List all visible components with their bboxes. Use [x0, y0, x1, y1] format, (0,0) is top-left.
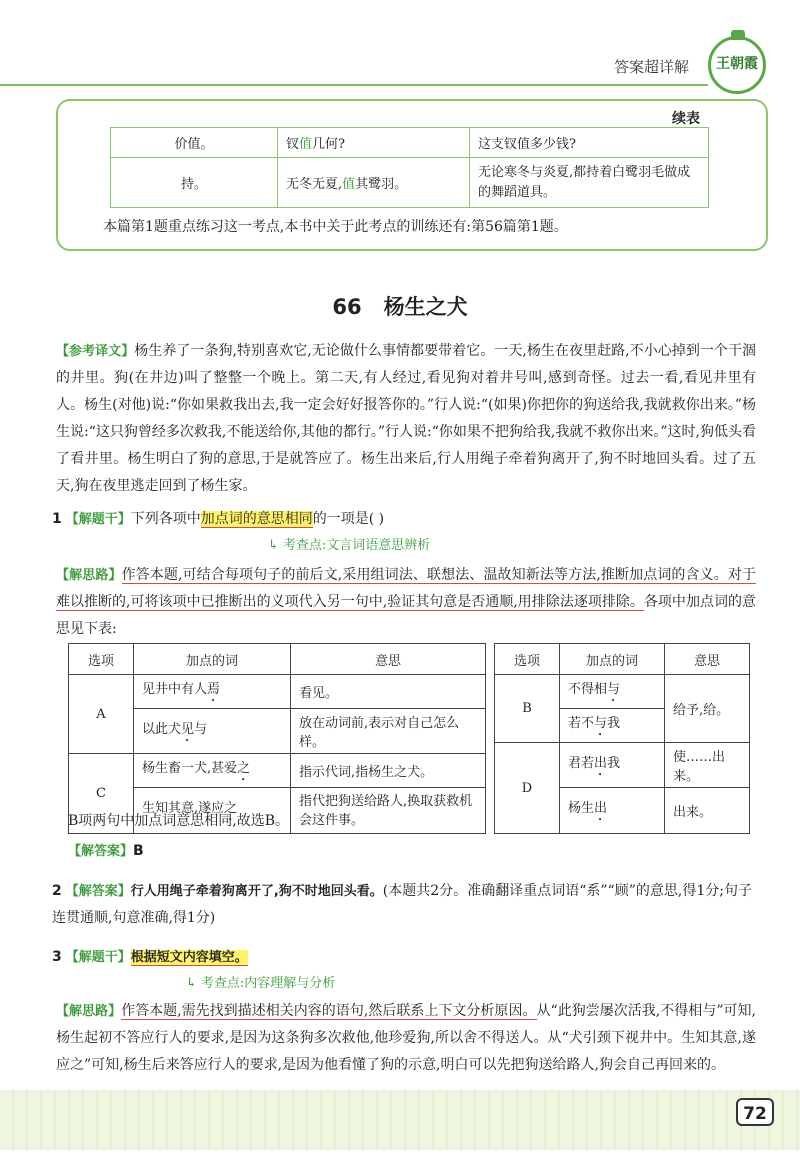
- option-cell: A: [69, 675, 134, 754]
- table-row: [495, 743, 750, 788]
- answer-tag: 【解答案】: [68, 844, 134, 859]
- title-number: 66: [332, 295, 362, 319]
- logo-text: 王朝霞: [716, 56, 758, 72]
- table-header-row: [495, 644, 750, 675]
- dotted-word: 焉: [207, 682, 221, 697]
- key-word: 值: [299, 137, 313, 152]
- scoring-text: (本题共2分。准确翻译重点词语“系”“顾”的意思,得1分;句子连贯通顺,句意准确,得1分): [52, 883, 752, 926]
- logo-decoration: [731, 30, 745, 40]
- page-title: [0, 291, 800, 321]
- meaning-cell: 看见。: [291, 675, 486, 709]
- keypoint-note: [268, 534, 430, 553]
- question-text: 下列各项中: [130, 511, 201, 527]
- question-tag: 【解题干】: [65, 512, 131, 527]
- question-tag: 【解题干】: [65, 950, 131, 965]
- dotted-word: 出: [594, 755, 608, 771]
- word-text: 我: [607, 716, 621, 731]
- footer-band: [0, 1090, 800, 1150]
- word-text: 与: [194, 721, 208, 737]
- translation-text: 杨生养了一条狗,特别喜欢它,无论做什么事情都要带着它。一天,杨生在夜里赶路,不小心掉到一个干涸的井里。狗(在井边)叫了整整一个晚上。第二天,有人经过,看见狗对着井号叫,感到奇怪。过去一看,看见井里有人。杨生(对他)说:“你如果救我出去,我一定会好好报答你的。”行人说:“(如果)你把你的狗送给我,我就救你出来。”杨生说:“这只狗曾经多次救我,不能送给你,其他的都行。”行人说:“你如果不把狗给我,我就不救你出来。”这时,狗低头看了看井里。杨生明白了狗的意思,于是就答应了。杨生出来后,行人用绳子牵着狗离开了,狗不时地回头看。过了五天,狗在夜里逃走回到了杨生家。: [56, 343, 756, 494]
- question-1: [52, 506, 752, 533]
- highlighted-text: 加点词的意思相同: [200, 511, 313, 527]
- highlighted-text: 根据短文内容填空。: [130, 950, 248, 965]
- example-text: 几何?: [312, 137, 346, 152]
- column-header: 意思: [665, 644, 750, 675]
- keypoint-note: [186, 972, 335, 991]
- meaning-cell: 指示代词,指杨生之犬。: [291, 754, 486, 788]
- arrow-icon: ↳: [268, 538, 279, 553]
- table-cell: 价值。: [111, 128, 278, 158]
- continued-table: [110, 127, 709, 208]
- word-text: 若不: [568, 716, 595, 731]
- translation-tag: 【参考译文】: [56, 344, 135, 359]
- meaning-cell: 放在动词前,表示对自己怎么样。: [291, 709, 486, 754]
- word-text: 我: [607, 755, 621, 771]
- answer-tag: 【解答案】: [65, 884, 131, 899]
- approach-tag: 【解思路】: [56, 568, 122, 583]
- option-cell: B: [495, 675, 560, 743]
- word-text: 生知其意,遂应: [142, 801, 225, 816]
- approach-text: 各项中加点词的意思见下表:: [56, 594, 756, 637]
- column-header: 加点的词: [134, 644, 291, 675]
- dotted-word: 见: [181, 721, 195, 737]
- dotted-word: 与: [607, 682, 621, 697]
- question-text: 的一项是( ): [312, 511, 385, 527]
- table-row: [495, 675, 750, 709]
- table-cell: 无论寒冬与炎夏,都持着白鹭羽毛做成的舞蹈道具。: [470, 158, 709, 208]
- option-cell: D: [495, 743, 560, 834]
- brand-logo: [708, 36, 766, 94]
- word-text: 以此犬: [142, 721, 182, 737]
- word-text: 不得相: [568, 682, 608, 697]
- analysis-table-left: [68, 643, 486, 834]
- analysis-table-right: [494, 643, 750, 834]
- column-header: 选项: [495, 644, 560, 675]
- option-cell: C: [69, 754, 134, 834]
- approach-text: 作答本题,需先找到描述相关内容的语句,然后联系上下文分析原因。: [121, 1003, 537, 1019]
- dotted-word: 出: [594, 801, 608, 816]
- header-title: 答案超详解: [614, 58, 690, 76]
- word-cell: [560, 675, 665, 709]
- dotted-word: 之: [224, 801, 238, 816]
- table-row: [111, 158, 709, 208]
- column-header: 意思: [291, 644, 486, 675]
- meaning-cell: 出来。: [665, 788, 750, 834]
- answer-1: [68, 838, 768, 865]
- word-text: 杨生畜一犬,甚爱: [142, 761, 238, 776]
- table-cell: [278, 128, 470, 158]
- question-number: 3: [52, 949, 62, 965]
- approach-text: 从“此狗尝屡次活我,不得相与”可知,杨生起初不答应行人的要求,是因为这条狗多次救他,他珍爱狗,所以舍不得送人。从“犬引颈下视井中。生知其意,遂应之”可知,杨生后来答应行人的要求,是因为他看懂了狗的示意,明白可以先把狗送给路人,狗会自己再回来的。: [56, 1003, 756, 1073]
- page-number: 72: [736, 1098, 774, 1126]
- column-header: 选项: [69, 644, 134, 675]
- dotted-word: 与: [594, 716, 608, 731]
- conclusion-text: B项两句中加点词意思相同,故选B。: [68, 813, 290, 829]
- continued-label: 续表: [672, 111, 700, 127]
- approach-text: 作答本题,可结合每项句子的前后文,采用组词法、联想法、温故知新法等方法,推断加点词的含义。对于难以推断的,可将该项中已推断出的义项代入另一句中,验证其句意是否通顺,用排除法逐项排除。: [56, 567, 756, 610]
- question-2: [52, 878, 752, 932]
- arrow-icon: ↳: [186, 976, 197, 991]
- answer-value: B: [133, 843, 144, 859]
- translation-paragraph: [56, 338, 756, 500]
- word-text: 见井中有人: [142, 682, 208, 697]
- table-cell: [278, 158, 470, 208]
- meaning-cell: 指代把狗送给路人,换取获救机会这件事。: [291, 788, 486, 834]
- header-divider: [0, 84, 708, 86]
- question-number: 2: [52, 883, 62, 899]
- keypoint-text: 考查点:内容理解与分析: [200, 976, 336, 991]
- table-header-row: [69, 644, 486, 675]
- approach-tag: 【解思路】: [56, 1004, 122, 1019]
- approach-3: [56, 998, 756, 1079]
- title-text: 杨生之犬: [383, 295, 468, 319]
- table-row: [69, 754, 486, 788]
- word-cell: [560, 743, 665, 788]
- table-row: [111, 128, 709, 158]
- table-cell: 这支钗值多少钱?: [470, 128, 709, 158]
- example-text: 无冬无夏,: [286, 177, 343, 192]
- question-3: [52, 944, 752, 971]
- key-word: 值: [342, 177, 356, 192]
- table-cell: 持。: [111, 158, 278, 208]
- answer-text: 行人用绳子牵着狗离开了,狗不时地回头看。: [130, 884, 383, 899]
- example-text: 钗: [286, 137, 300, 152]
- example-text: 其鹭羽。: [355, 177, 408, 192]
- approach-1: [56, 562, 756, 643]
- meaning-cell: 给予,给。: [665, 675, 750, 743]
- keypoint-text: 考查点:文言词语意思辨析: [282, 538, 431, 553]
- column-header: 加点的词: [560, 644, 665, 675]
- dotted-word: 之: [237, 761, 251, 776]
- word-text: 君若: [568, 755, 595, 771]
- question-number: 1: [52, 511, 62, 527]
- meaning-cell: 使……出来。: [665, 743, 750, 788]
- word-text: 杨生: [568, 801, 595, 816]
- word-cell: [134, 675, 291, 709]
- continued-note: 本篇第1题重点练习这一考点,本书中关于此考点的训练还有:第56篇第1题。: [103, 219, 568, 235]
- word-cell: [134, 754, 291, 788]
- word-cell: [560, 709, 665, 743]
- table-row: [69, 675, 486, 709]
- word-cell: [134, 709, 291, 754]
